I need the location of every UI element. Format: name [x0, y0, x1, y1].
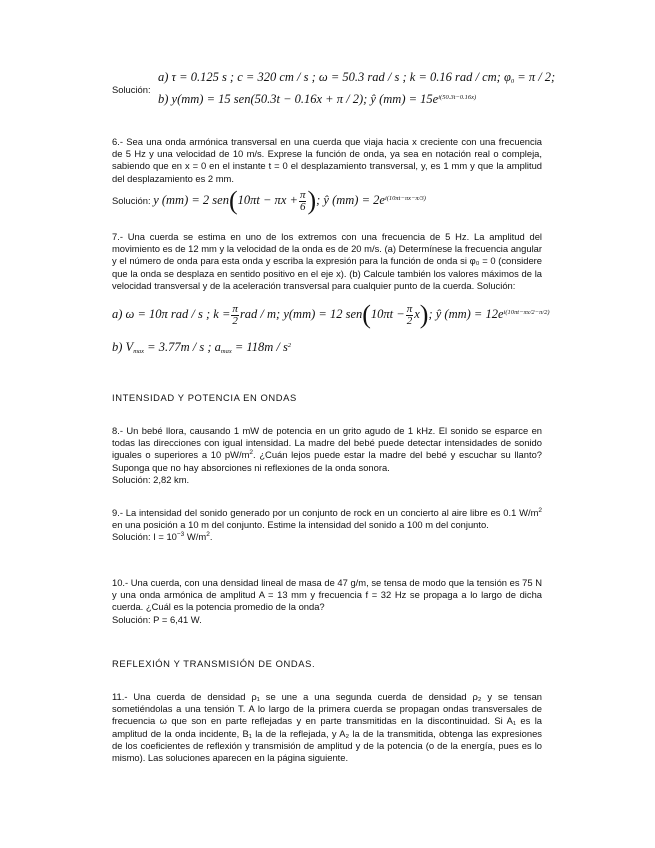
- problem-10-text: 10.- Una cuerda, con una densidad lineal de masa de 47 g/m, se tensa de modo que la tensión es 75 N y una onda armónica de amplitud A = 13 mm y frecuencia f = 32 Hz se propaga a lo largo de dicha cuerda. ¿Cuál es la potencia promedio de la onda?: [112, 577, 542, 613]
- solution-1-line-a-end: = π / 2;: [514, 70, 556, 84]
- problem-11-text: 11.- Una cuerda de densidad ρ₁ se une a una segunda cuerda de densidad ρ₂ y se tensan sometiéndolas a una tensión T. A lo largo de la primera cuerda se propagan ondas transversales de frecuencia ω que son en parte reflejadas y en parte transmitidas en la discontinuidad. Si A₁ es la amplitud de la onda incidente, B₁ la de la reflejada, y A₂ la de la transmitida, obtenga las expresiones de los coeficientes de reflexión y transmisión de amplitud y de la potencia (o de la energía, pues es lo mismo). Las soluciones aparecen en la página siguiente.: [112, 691, 542, 764]
- formula-subscript: max: [220, 348, 232, 355]
- fraction-numerator: π: [299, 188, 306, 201]
- problem-9-solution: [112, 531, 542, 543]
- formula-part: a) ω = 10π rad / s ; k =: [112, 307, 231, 321]
- solution-1-exponent: i(50.3t−0.16x): [438, 94, 477, 101]
- superscript: 2: [249, 449, 254, 457]
- problem-6-solution: [112, 186, 426, 216]
- problem-7-solution-a: [112, 300, 550, 330]
- problem-8-text-a: 8.- Un bebé llora, causando 1 mW de potencia en un grito agudo de 1 kHz. El sonido se esparce en todas las direcciones con igual intensidad. La madre del bebé puede detectar intensidades de sonido iguales o superiores a 10 pW/m: [112, 425, 542, 461]
- fraction-pi-6: [299, 190, 307, 213]
- formula-subscript: max: [133, 348, 145, 355]
- problem-9-text-b: en una posición a 10 m del conjunto. Estime la intensidad del sonido a 100 m del conjunto.: [112, 519, 489, 531]
- formula-part: rad / m; y(mm) = 12 sen: [239, 307, 363, 321]
- formula-exponent: 2: [287, 342, 292, 349]
- paren-open: (: [228, 186, 238, 215]
- solution-1-line-a-text: a) τ = 0.125 s ; c = 320 cm / s ; ω = 50.3 rad / s ; k = 0.16 rad / cm; φ: [158, 70, 511, 84]
- problem-8: [112, 425, 542, 486]
- problem-9-text: [112, 507, 542, 531]
- section-heading-reflection: REFLEXIÓN Y TRANSMISIÓN DE ONDAS.: [112, 658, 316, 669]
- problem-6-text: 6.- Sea una onda armónica transversal en una cuerda que viaja hacia x creciente con una frecuencia de 5 Hz y una velocidad de 10 m/s. Exprese la función de onda, ya sea en notación real o compleja, sabiendo que en x = 0 en el instante t = 0 el desplazamiento transversal, y, es 1 mm y que la amplitud del desplazamiento es 2 mm.: [112, 136, 542, 184]
- paren-close: ): [419, 300, 429, 329]
- problem-7-text: 7.- Una cuerda se estima en uno de los extremos con una frecuencia de 5 Hz. La amplitud del movimiento es de 12 mm y la velocidad de la onda es de 20 m/s. (a) Determínese la frecuencia angular y el número de onda para esta onda y escriba la expresión para la función de onda si φ₀ = 0 (considere que la onda se desplaza en sentido positivo en el eje x). (b) Calcule también los valores máximos de la velocidad transversal y de la aceleración transversal para cualquier punto de la cuerda. Solución:: [112, 231, 542, 291]
- problem-6: [112, 136, 542, 185]
- superscript: 2: [538, 507, 542, 514]
- solution-label: Solución:: [112, 84, 151, 95]
- formula-argument-end: x: [414, 307, 420, 321]
- solution-1-line-a: [158, 70, 555, 85]
- problem-6-formula: [153, 186, 426, 215]
- problem-8-solution: Solución: 2,82 km.: [112, 473, 190, 485]
- problem-10-solution: Solución: P = 6,41 W.: [112, 613, 202, 625]
- solution-1-line-b: [158, 92, 476, 107]
- formula-exponent: i(10πt−πx/2−π/2): [503, 309, 550, 316]
- solution-label: Solución:: [112, 195, 151, 206]
- formula-part: = 118m / s: [231, 340, 288, 354]
- solution-end: .: [209, 531, 213, 543]
- problem-9: [112, 507, 542, 544]
- fraction-k: [231, 304, 239, 327]
- solution-text: Solución: I = 10: [112, 531, 177, 543]
- formula-part: = 3.77m / s ; a: [144, 340, 221, 354]
- solution-1-label: [112, 84, 151, 95]
- phi-subscript: 0: [510, 78, 515, 85]
- solution-unit: W/m: [184, 531, 207, 543]
- solution-1-line-b-text: b) y(mm) = 15 sen(50.3t − 0.16x + π / 2); ŷ (mm) = 15e: [158, 92, 439, 106]
- fraction-denominator: 2: [232, 314, 238, 327]
- problem-8-text-b: . ¿Cuán lejos puede estar la madre del bebé y escuchar su llanto? Suponga que no hay absorciones ni reflexiones de la onda sonora.: [112, 449, 543, 473]
- formula-part: y (mm) = 2 sen: [153, 193, 229, 207]
- fraction-denominator: 6: [299, 200, 306, 213]
- section-heading-intensity: INTENSIDAD Y POTENCIA EN ONDAS: [112, 392, 297, 403]
- fraction-pi-2: [406, 304, 414, 327]
- problem-7: [112, 231, 542, 292]
- superscript: −3: [176, 531, 185, 539]
- formula-argument: 10πt −: [370, 307, 405, 321]
- formula-complex: ; ŷ (mm) = 2e: [316, 193, 385, 207]
- paren-close: ): [307, 186, 317, 215]
- formula-argument: 10πt − πx +: [237, 193, 298, 207]
- formula-complex: ; ŷ (mm) = 12e: [428, 307, 504, 321]
- superscript: 2: [206, 531, 210, 539]
- formula-part: b) V: [112, 340, 134, 354]
- problem-11: [112, 691, 542, 764]
- fraction-numerator: π: [406, 302, 413, 315]
- formula-exponent: i(10πt−πx−π/3): [384, 195, 426, 202]
- fraction-numerator: π: [232, 302, 238, 315]
- problem-10: [112, 577, 542, 626]
- problem-7-solution-b: [112, 340, 291, 355]
- problem-8-text: [112, 425, 542, 474]
- problem-9-text-a: 9.- La intensidad del sonido generado por un conjunto de rock en un concierto al aire libre es 0.1 W/m: [112, 507, 539, 518]
- paren-open: (: [362, 300, 371, 329]
- fraction-denominator: 2: [406, 314, 413, 327]
